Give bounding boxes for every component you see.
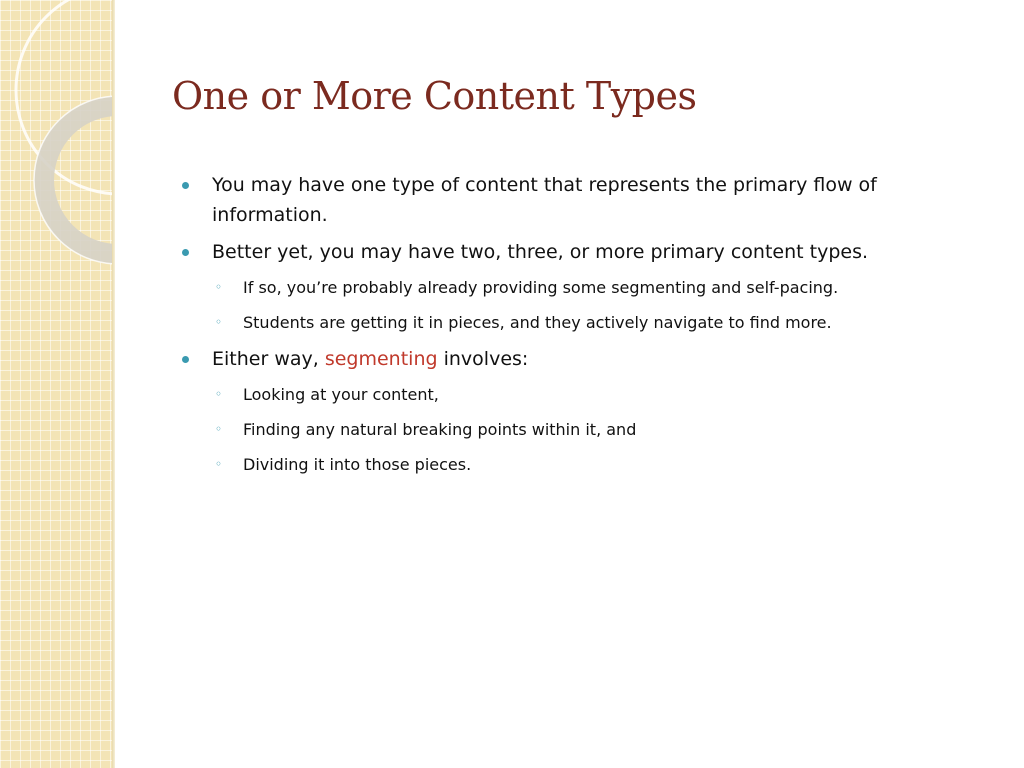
decorative-circle-ring bbox=[44, 106, 112, 254]
sub-bullet-item bbox=[215, 416, 1003, 443]
sub-bullet-circle-icon: ◦ bbox=[215, 422, 223, 436]
sub-bullet-text: Dividing it into those pieces. bbox=[243, 455, 472, 474]
sidebar-edge bbox=[112, 0, 115, 768]
bullet-text-after: involves: bbox=[437, 348, 529, 370]
slide-title: One or More Content Types bbox=[172, 74, 697, 118]
bullet-text: Better yet, you may have two, three, or more primary content types. bbox=[212, 241, 869, 263]
sub-bullet-circle-icon: ◦ bbox=[215, 315, 223, 329]
decorative-circle-large bbox=[16, 0, 112, 194]
sub-bullet-item bbox=[215, 451, 1003, 478]
decorative-sidebar bbox=[0, 0, 112, 768]
highlighted-term: segmenting bbox=[324, 348, 438, 370]
sub-bullet-circle-icon: ◦ bbox=[215, 280, 223, 294]
sub-bullet-circle-icon: ◦ bbox=[215, 457, 223, 471]
bullet-item bbox=[212, 237, 972, 267]
sub-bullet-item bbox=[215, 309, 1003, 336]
sub-bullet-circle-icon: ◦ bbox=[215, 387, 223, 401]
sub-bullet-text: Students are getting it in pieces, and they actively navigate to find more. bbox=[243, 313, 832, 332]
bullet-dot-icon bbox=[182, 356, 189, 363]
bullet-dot-icon bbox=[182, 249, 189, 256]
sub-bullet-text: If so, you’re probably already providing some segmenting and self-pacing. bbox=[243, 278, 839, 297]
bullet-item bbox=[212, 344, 972, 374]
bullet-list bbox=[212, 170, 972, 486]
bullet-text-before: Either way, bbox=[212, 348, 325, 370]
sub-bullet-item bbox=[215, 381, 1003, 408]
sub-bullet-item bbox=[215, 274, 1003, 301]
decorative-circles bbox=[0, 0, 112, 768]
bullet-dot-icon bbox=[182, 182, 189, 189]
bullet-text: You may have one type of content that represents the primary flow of information. bbox=[212, 174, 877, 226]
sub-bullet-text: Finding any natural breaking points within it, and bbox=[243, 420, 637, 439]
bullet-item bbox=[212, 170, 972, 230]
sub-bullet-text: Looking at your content, bbox=[243, 385, 439, 404]
